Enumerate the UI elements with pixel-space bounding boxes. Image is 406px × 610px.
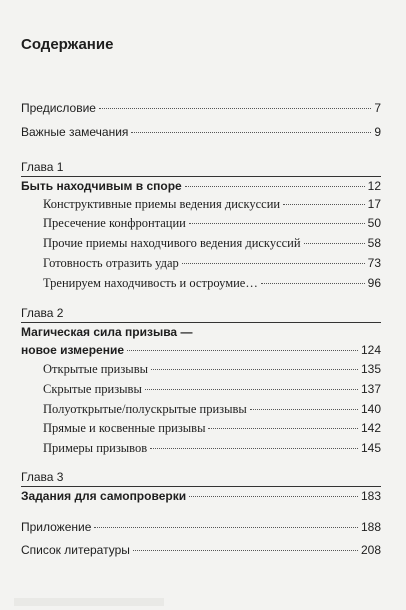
toc-entry-page: 188	[360, 520, 381, 534]
dot-leader	[99, 108, 371, 109]
toc-entry-page: 73	[367, 256, 381, 270]
dot-leader	[189, 496, 358, 497]
toc-section	[43, 362, 381, 377]
dot-leader	[185, 186, 365, 187]
toc-section	[43, 382, 381, 397]
toc-entry-label: Список литературы	[21, 543, 130, 557]
bleed-through-footer	[14, 598, 164, 606]
toc-entry-label: Приложение	[21, 520, 92, 534]
toc-entry-page: 142	[360, 421, 381, 435]
toc-entry-page: 145	[360, 441, 381, 455]
chapter-divider	[21, 486, 381, 487]
toc-section	[43, 421, 381, 436]
toc-entry-page: 96	[367, 276, 381, 290]
dot-leader	[283, 204, 365, 205]
toc-entry-label: Задания для самопроверки	[21, 489, 187, 503]
chapter-label: Глава 3	[21, 470, 64, 484]
dot-leader	[94, 527, 358, 528]
toc-entry-label: Примеры призывов	[43, 441, 148, 455]
chapter-divider	[21, 322, 381, 323]
toc-entry-page: 124	[360, 343, 381, 357]
toc-chapter-title	[21, 489, 381, 503]
dot-leader	[127, 350, 358, 351]
dot-leader	[150, 448, 358, 449]
toc-entry-label: Пресечение конфронтации	[43, 216, 186, 230]
toc-entry-preface	[21, 101, 381, 115]
chapter-label: Глава 1	[21, 160, 64, 174]
toc-entry-label: новое измерение	[21, 343, 125, 357]
toc-entry-appendix	[21, 520, 381, 534]
toc-entry-label: Скрытые призывы	[43, 382, 142, 396]
toc-entry-page: 7	[374, 101, 381, 115]
dot-leader	[182, 263, 365, 264]
dot-leader	[151, 369, 358, 370]
toc-section	[43, 256, 381, 271]
dot-leader	[189, 223, 365, 224]
dot-leader	[250, 409, 358, 410]
toc-entry-label: Прочие приемы находчивого ведения дискуссий	[43, 236, 301, 250]
dot-leader	[208, 428, 358, 429]
toc-entry-label: Полуоткрытые/полускрытые призывы	[43, 402, 247, 416]
toc-entry-page: 140	[360, 402, 381, 416]
toc-entry-label: Открытые призывы	[43, 362, 149, 376]
dot-leader	[133, 550, 358, 551]
dot-leader	[131, 132, 371, 133]
toc-entry-label: Предисловие	[21, 101, 96, 115]
toc-entry-page: 50	[367, 216, 381, 230]
toc-section	[43, 236, 381, 251]
toc-entry-page: 183	[360, 489, 381, 503]
toc-entry-label: Готовность отразить удар	[43, 256, 179, 270]
dot-leader	[304, 243, 365, 244]
page-title: Содержание	[21, 36, 114, 53]
toc-entry-page: 135	[360, 362, 381, 376]
toc-entry-label: Важные замечания	[21, 125, 129, 139]
toc-chapter-title	[21, 343, 381, 357]
chapter-divider	[21, 176, 381, 177]
toc-entry-page: 9	[374, 125, 381, 139]
toc-section	[43, 402, 381, 417]
toc-entry-notes	[21, 125, 381, 139]
toc-entry-label: Тренируем находчивость и остроумие…	[43, 276, 258, 290]
toc-entry-page: 208	[360, 543, 381, 557]
toc-entry-bibliography	[21, 543, 381, 557]
toc-section	[43, 197, 381, 212]
toc-entry-label: Быть находчивым в споре	[21, 179, 182, 193]
toc-section	[43, 276, 381, 291]
chapter-label: Глава 2	[21, 306, 64, 320]
toc-entry-page: 17	[367, 197, 381, 211]
dot-leader	[261, 283, 365, 284]
dot-leader	[145, 389, 358, 390]
toc-entry-page: 58	[367, 236, 381, 250]
toc-entry-page: 12	[367, 179, 381, 193]
toc-section	[43, 441, 381, 456]
toc-entry-label: Конструктивные приемы ведения дискуссии	[43, 197, 281, 211]
toc-chapter-title-line: Магическая сила призыва —	[21, 325, 193, 339]
toc-entry-page: 137	[360, 382, 381, 396]
toc-chapter-title	[21, 179, 381, 193]
toc-entry-label: Прямые и косвенные призывы	[43, 421, 206, 435]
toc-section	[43, 216, 381, 231]
